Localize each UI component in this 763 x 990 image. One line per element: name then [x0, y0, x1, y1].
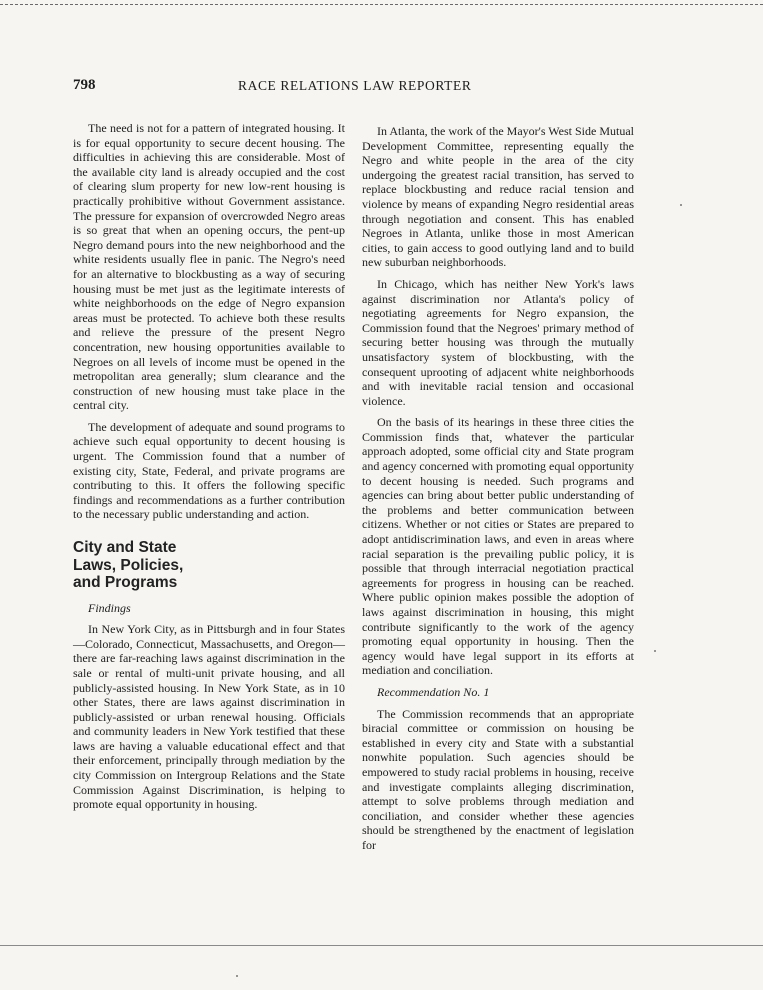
body-paragraph: The Commission recommends that an appropriate biracial committee or commission on housing be established in every city and State with a substantial nonwhite population. Such agencies should be empowered to study racial problems in housing, receive and investigate complaints alleging discrimination, attempt to solve problems through mediation and conciliation, and consider whether these agencies should be strengthened by the enactment of legislation for [362, 706, 634, 852]
left-column [73, 121, 345, 819]
top-edge-rule [0, 4, 763, 5]
body-paragraph: On the basis of its hearings in these three cities the Commission finds that, whatever the particular approach adopted, some official city and State program and agency concerned with promoting equal opportunity to decent housing is needed. Such programs and agencies can bring about better public understanding of the problems and better communication between citizens. Whether or not cities or States are prepared to adopt antidiscrimination laws, and even in areas where racial separation is the prevailing public policy, it is possible that through interracial negotiation practical agreements for progress in housing can be reached. Where public opinion makes possible the adoption of laws against discrimination in housing, this might contribute significantly to the work of the agency promoting equal opportunity in housing. Then the agency would have legal support in its efforts at mediation and conciliation. [362, 415, 634, 678]
scan-speck [654, 650, 656, 652]
body-paragraph: In New York City, as in Pittsburgh and in four States—Colorado, Connecticut, Massachusetts, and Oregon—there are far-reaching laws against discrimination in the sale or rental of multi-unit private housing, and all publicly-assisted housing. In New York State, as in 10 other States, there are laws against discrimination in publicly-assisted or urban renewal housing. Officials and community leaders in New York testified that these laws are having a valuable educational effect and that their enforcement, principally through mediation by the city Commission on Intergroup Relations and the State Commission Against Discrimination, is helping to promote equal opportunity in housing. [73, 622, 345, 812]
section-heading-line: City and State [73, 539, 177, 557]
section-heading-line: and Programs [73, 574, 178, 592]
right-column [362, 124, 634, 860]
running-head: RACE RELATIONS LAW REPORTER [238, 78, 472, 93]
findings-subheading: Findings [88, 600, 131, 615]
body-paragraph: The need is not for a pattern of integrated housing. It is for equal opportunity to secure decent housing. The difficulties in achieving this are considerable. Most of the available city land is already occupied and the cost of clearing slum property for new low-rent housing is practically prohibitive without Government assistance. The pressure for expansion of overcrowded Negro areas is so great that when an opening occurs, the pent-up Negro demand pours into the new neighborhood and the white residents usually flee in panic. The Negro's need for an alternative to blockbusting as a way of securing housing must be met just as the legitimate interests of white neighborhoods on the edge of Negro expansion areas must be protected. To achieve both these results and relieve the pressure of the present Negro concentration, new housing opportunities available to Negroes on all levels of income must be opened in the metropolitan area generally; slum clearance and the construction of new housing must take place in the central city. [73, 121, 345, 413]
bottom-edge-rule [0, 945, 763, 946]
section-heading-line: Laws, Policies, [73, 556, 184, 574]
body-paragraph: The development of adequate and sound programs to achieve such equal opportunity to decent housing is urgent. The Commission found that a number of existing city, State, Federal, and private programs are contributing to this. It offers the following specific findings and recommendations as a further contribution to the necessary public understanding and action. [73, 419, 345, 522]
page-number: 798 [73, 77, 96, 93]
scan-speck [680, 204, 682, 206]
scan-speck [236, 975, 238, 977]
body-paragraph: In Atlanta, the work of the Mayor's West Side Mutual Development Committee, representing equally the Negro and white people in the area of the city undergoing the greatest racial transition, has served to replace blockbusting and reduce racial tension and violence by means of expanding Negro residential areas through negotiation and consent. This has enabled Negroes in Atlanta, unlike those in most American cities, to gain access to good outlying land and to build new suburban neighborhoods. [362, 124, 634, 270]
recommendation-subheading: Recommendation No. 1 [377, 684, 490, 699]
body-paragraph: In Chicago, which has neither New York's laws against discrimination nor Atlanta's policy of negotiating agreements for Negro expansion, the Commission found that the Negroes' primary method of securing better housing was through the mutually unsatisfactory system of blockbusting, with the consequent uprooting of adjacent white neighborhoods and with inevitable racial tension and occasional violence. [362, 276, 634, 408]
section-heading [73, 539, 345, 592]
